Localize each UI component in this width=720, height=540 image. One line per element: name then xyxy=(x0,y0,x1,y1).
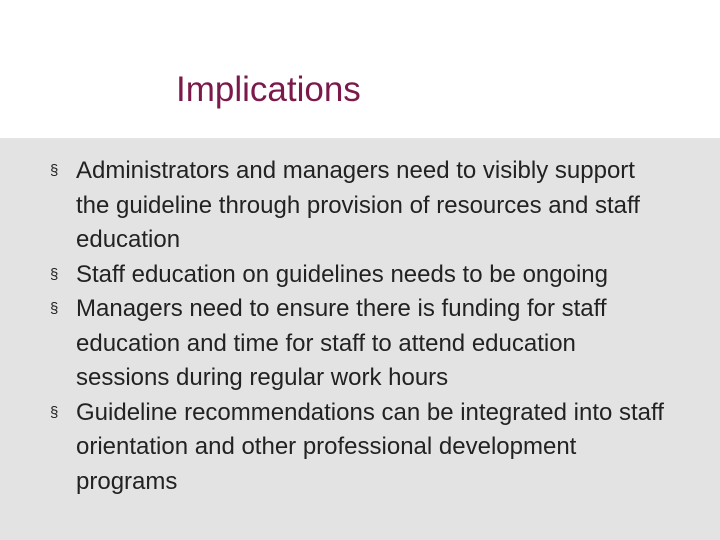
bullet-text: Managers need to ensure there is funding for staff education and time for staff to attend education sessions during regular work hours xyxy=(76,295,607,391)
bullet-item xyxy=(48,396,668,500)
title-area xyxy=(0,0,720,138)
content-area xyxy=(0,138,720,540)
bullet-item xyxy=(48,154,668,258)
bullet-item xyxy=(48,258,668,293)
bullet-marker-icon: § xyxy=(50,300,59,317)
bullet-text: Administrators and managers need to visibly support the guideline through provision of resources and staff education xyxy=(76,157,640,253)
bullet-list xyxy=(48,154,668,499)
bullet-text: Guideline recommendations can be integrated into staff orientation and other professional development programs xyxy=(76,398,664,495)
bullet-marker-icon: § xyxy=(50,403,59,421)
bullet-item xyxy=(48,292,668,396)
bullet-marker-icon: § xyxy=(50,162,59,179)
bullet-text: Staff education on guidelines needs to be ongoing xyxy=(76,260,608,288)
slide-title: Implications xyxy=(176,70,361,109)
bullet-marker-icon: § xyxy=(50,265,59,283)
